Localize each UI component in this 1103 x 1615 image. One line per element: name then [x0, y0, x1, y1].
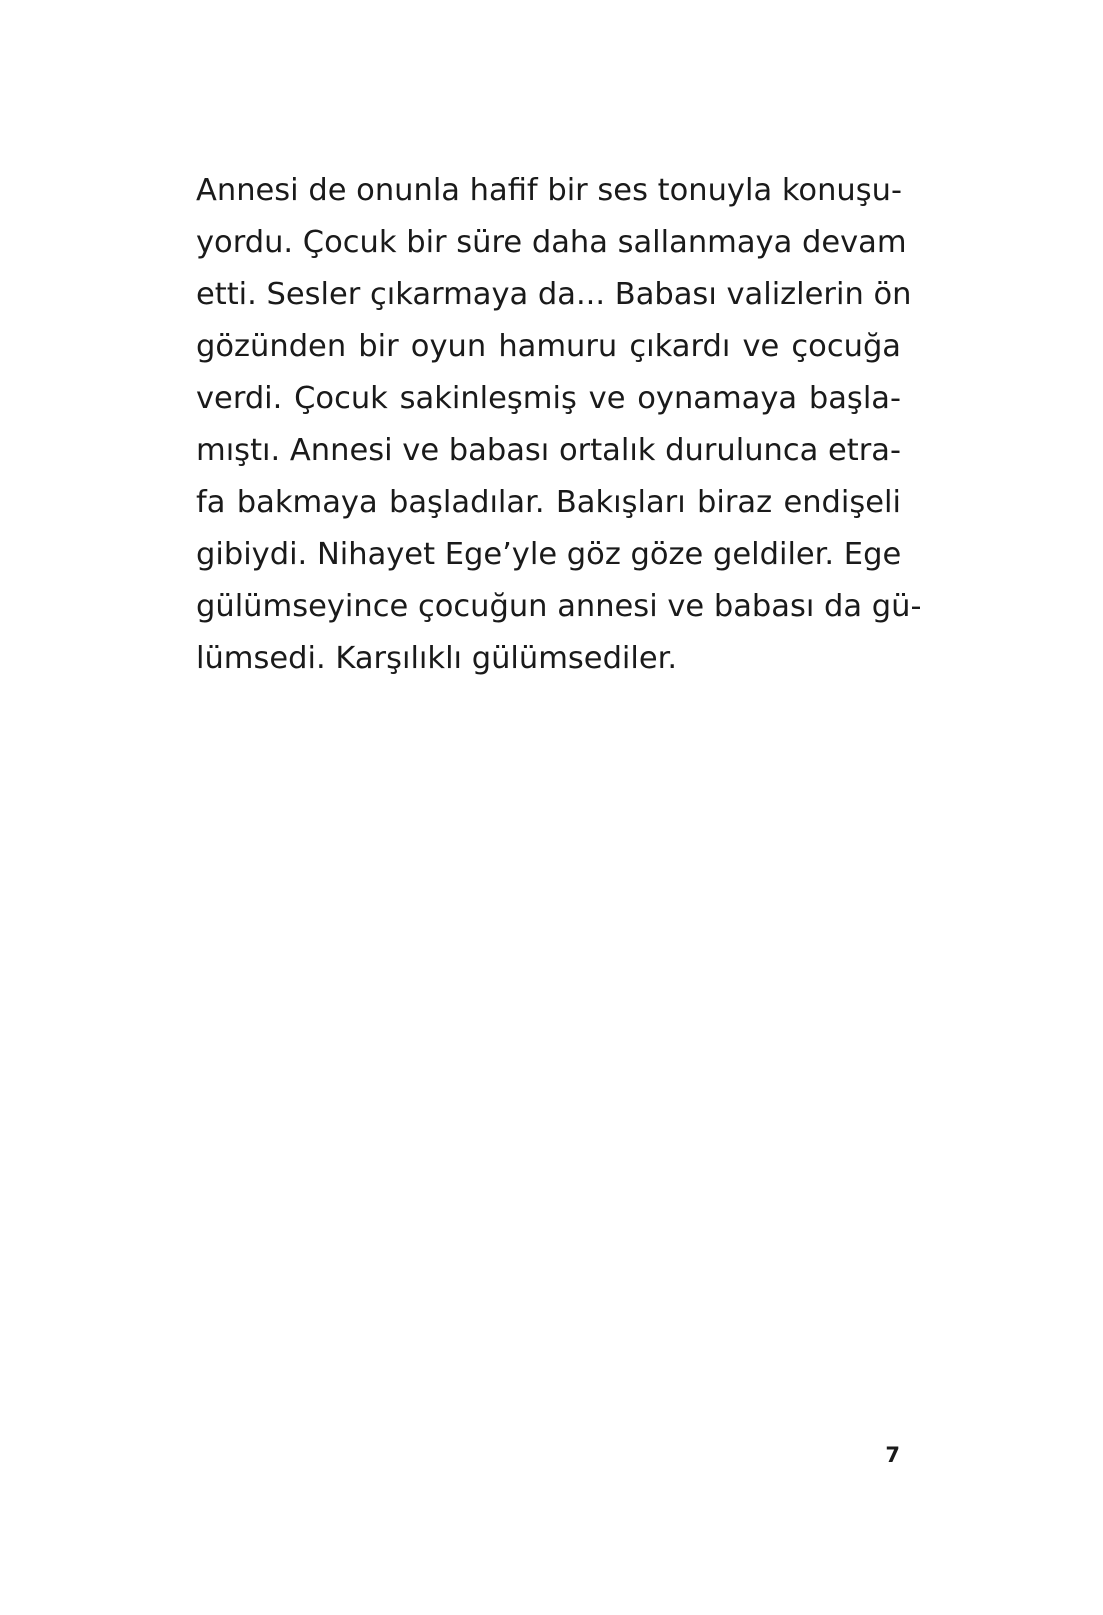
text-line: gülümseyince çocuğun annesi ve babası da gü-: [196, 589, 922, 624]
text-line: etti. Sesler çıkarmaya da... Babası valizlerin ön: [196, 277, 912, 312]
page-number: 7: [885, 1443, 900, 1467]
body-paragraph: [196, 165, 922, 685]
text-line: gibiydi. Nihayet Ege’yle göz göze geldiler. Ege: [196, 537, 902, 572]
text-line: lümsedi. Karşılıklı gülümsediler.: [196, 641, 678, 676]
text-line: mıştı. Annesi ve babası ortalık durulunca etra-: [196, 433, 901, 468]
text-line: fa bakmaya başladılar. Bakışları biraz endişeli: [196, 485, 901, 520]
text-line: yordu. Çocuk bir süre daha sallanmaya devam: [196, 225, 907, 260]
text-line: Annesi de onunla hafif bir ses tonuyla konuşu-: [196, 173, 902, 208]
text-line: gözünden bir oyun hamuru çıkardı ve çocuğa: [196, 329, 901, 364]
text-line: verdi. Çocuk sakinleşmiş ve oynamaya başla-: [196, 381, 901, 416]
